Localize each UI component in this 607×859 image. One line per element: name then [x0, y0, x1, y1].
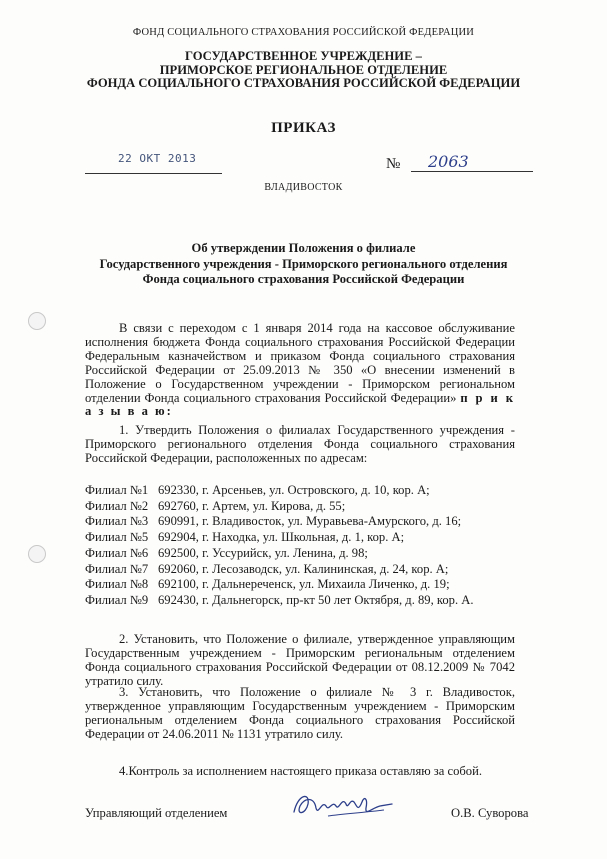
item-4: 4.Контроль за исполнением настоящего приказа оставляю за собой. — [119, 764, 482, 778]
binder-hole-bottom — [28, 545, 46, 563]
signer-name: О.В. Суворова — [451, 806, 529, 820]
institution-name: ГОСУДАРСТВЕННОЕ УЧРЕЖДЕНИЕ – ПРИМОРСКОЕ РЕГИОНАЛЬНОЕ ОТДЕЛЕНИЕ ФОНДА СОЦИАЛЬНОГО СТРАХОВАНИЯ РОССИЙСКОЙ ФЕДЕРАЦИИ — [86, 49, 521, 91]
order-word: п р и к а з ы в а ю: — [85, 390, 515, 419]
document-type: ПРИКАЗ — [271, 120, 336, 136]
handwritten-signature — [288, 786, 398, 826]
item-3: 3. Установить, что Положение о филиале № 3 г. Владивосток, утвержденное управляющим Государственным учреждением - Приморским региональным отделением Фонда социального страхования Российской Федерации от 24.06.2011 № 1131 утратило силу. — [85, 685, 515, 741]
signer-position: Управляющий отделением — [85, 806, 228, 820]
city: ВЛАДИВОСТОК — [264, 182, 343, 193]
order-title: Об утверждении Положения о филиале Государственного учреждения - Приморского регионального отделения Фонда социального страхования Российской Федерации — [99, 241, 508, 287]
list-item: Филиал №3 690991, г. Владивосток, ул. Муравьева-Амурского, д. 16; — [85, 514, 462, 529]
list-item: Филиал №9 692430, г. Дальнегорск, пр-кт 50 лет Октября, д. 89, кор. А. — [85, 592, 474, 607]
list-item: Филиал №7 692060, г. Лесозаводск, ул. Калининская, д. 24, кор. А; — [85, 561, 449, 576]
number-underline — [411, 171, 533, 172]
date-stamp: 22 ОКТ 2013 — [118, 152, 197, 165]
list-item: Филиал №5 692904, г. Находка, ул. Школьная, д. 1, кор. А; — [85, 530, 405, 545]
item-2: 2. Установить, что Положение о филиале, утвержденное управляющим Государственным учреждением - Приморским региональным отделением Фонда социального страхования Российской Федерации от 08.12.2009 № 7042 утратило силу. — [85, 632, 515, 688]
number-sign: № — [386, 156, 401, 172]
list-item: Филиал №6 692500, г. Уссурийск, ул. Ленина, д. 98; — [85, 545, 368, 560]
list-item: Филиал №1 692330, г. Арсеньев, ул. Островского, д. 10, кор. А; — [85, 483, 430, 497]
binder-hole-top — [28, 312, 46, 330]
signature-underline — [328, 810, 384, 816]
intro-paragraph: В связи с переходом с 1 января 2014 года на кассовое обслуживание исполнения бюджета Фонда социального страхования Российской Федерации Федеральным казначейством и приказом Фонда социального страхования Российской Федерации от 25.09.2013 № 350 «О внесении изменений в Положение о Государственном учреждении - Приморском региональном отделении Фонда социального страхования Российской Федерации» п р и к а з ы в а ю: — [85, 321, 515, 419]
list-item: Филиал №8 692100, г. Дальнереченск, ул. Михаила Личенко, д. 19; — [85, 577, 450, 592]
order-number: 2063 — [428, 152, 469, 171]
branch-list — [85, 483, 474, 609]
signature-stroke — [294, 796, 392, 812]
list-item: Филиал №2 692760, г. Артем, ул. Кирова, д. 55; — [85, 498, 346, 513]
fund-name: ФОНД СОЦИАЛЬНОГО СТРАХОВАНИЯ РОССИЙСКОЙ ФЕДЕРАЦИИ — [132, 27, 475, 38]
item-1: 1. Утвердить Положения о филиалах Государственного учреждения - Приморского регионального отделения Фонда социального страхования Российской Федерации, расположенных по адресам: — [85, 423, 515, 465]
